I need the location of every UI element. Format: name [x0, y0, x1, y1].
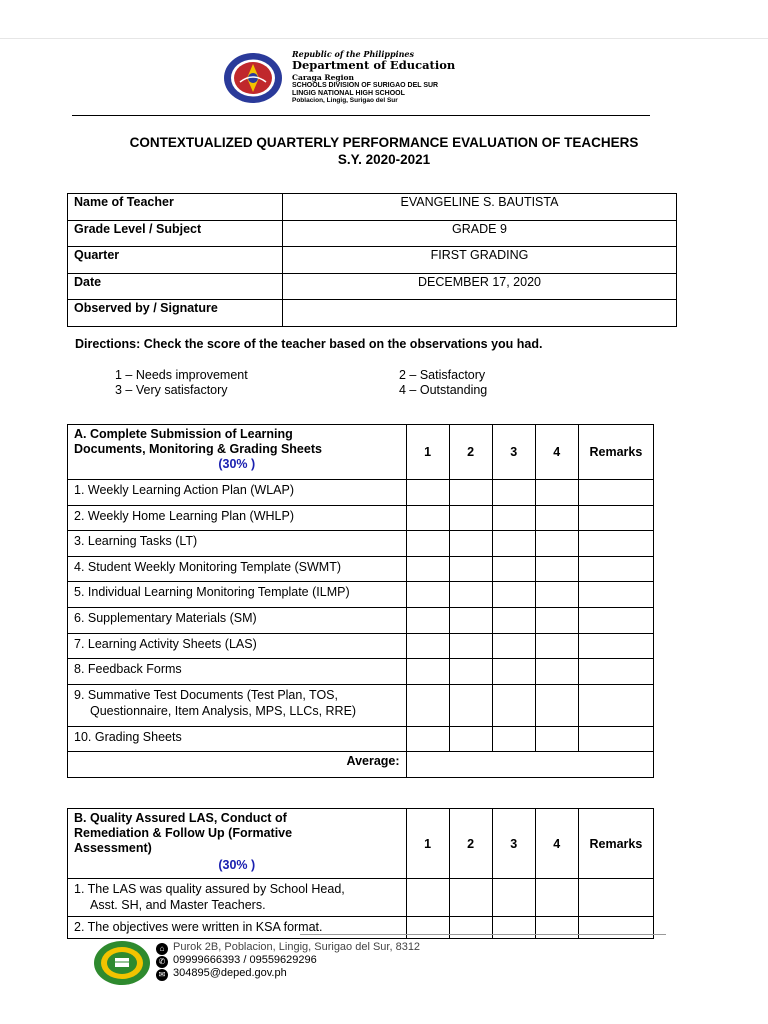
criterion-label: 1. Weekly Learning Action Plan (WLAP): [68, 480, 407, 506]
signature-field[interactable]: [283, 300, 677, 327]
average-value-cell[interactable]: [406, 752, 653, 778]
score-cell[interactable]: [492, 726, 535, 752]
remarks-cell[interactable]: [578, 505, 653, 531]
score-cell[interactable]: [406, 607, 449, 633]
score-cell[interactable]: [535, 684, 578, 726]
section-b-table: [67, 808, 654, 939]
footer-address-text: Purok 2B, Poblacion, Lingig, Surigao del Sur, 8312: [173, 941, 421, 953]
footer-phone: [156, 954, 317, 968]
department-line: Department of Education: [292, 58, 456, 72]
section-b-title-line: B. Quality Assured LAS, Conduct of: [74, 811, 287, 825]
criterion-line: 9. Summative Test Documents (Test Plan, TOS,: [74, 687, 338, 702]
score-cell[interactable]: [449, 684, 492, 726]
average-label: Average:: [68, 752, 407, 778]
criterion-label: 6. Supplementary Materials (SM): [68, 607, 407, 633]
top-divider: [0, 38, 768, 39]
rating-scale-left: [115, 368, 248, 398]
remarks-cell[interactable]: [578, 917, 653, 939]
remarks-cell[interactable]: [578, 659, 653, 685]
score-cell[interactable]: [535, 531, 578, 557]
score-header-2: 2: [449, 809, 492, 879]
table-row: [68, 726, 654, 752]
score-cell[interactable]: [492, 633, 535, 659]
score-cell[interactable]: [535, 879, 578, 917]
division-line: SCHOOLS DIVISION OF SURIGAO DEL SUR: [292, 82, 439, 89]
info-value[interactable]: DECEMBER 17, 2020: [283, 273, 677, 300]
info-label: Name of Teacher: [68, 194, 283, 221]
score-cell[interactable]: [406, 505, 449, 531]
home-icon: ⌂: [156, 943, 168, 955]
score-header-1: 1: [406, 425, 449, 480]
criterion-label: [68, 879, 407, 917]
criterion-label: 8. Feedback Forms: [68, 659, 407, 685]
score-cell[interactable]: [535, 505, 578, 531]
score-cell[interactable]: [406, 480, 449, 506]
remarks-header: Remarks: [578, 809, 653, 879]
table-row: [68, 879, 654, 917]
score-cell[interactable]: [406, 531, 449, 557]
section-b-weight: (30% ): [218, 858, 256, 872]
score-header-3: 3: [492, 425, 535, 480]
score-cell[interactable]: [492, 556, 535, 582]
info-label: Date: [68, 273, 283, 300]
document-title: CONTEXTUALIZED QUARTERLY PERFORMANCE EVALUATION OF TEACHERS: [129, 135, 639, 150]
score-cell[interactable]: [406, 879, 449, 917]
table-row: [68, 531, 654, 557]
score-cell[interactable]: [535, 556, 578, 582]
score-cell[interactable]: [535, 633, 578, 659]
score-cell[interactable]: [449, 659, 492, 685]
remarks-cell[interactable]: [578, 879, 653, 917]
table-row: [68, 684, 654, 726]
score-cell[interactable]: [492, 659, 535, 685]
criterion-line: Questionnaire, Item Analysis, MPS, LLCs, RRE): [90, 703, 357, 718]
score-cell[interactable]: [406, 659, 449, 685]
criterion-label: 2. The objectives were written in KSA format.: [68, 917, 407, 939]
criterion-label: 7. Learning Activity Sheets (LAS): [68, 633, 407, 659]
table-row: [68, 659, 654, 685]
remarks-cell[interactable]: [578, 684, 653, 726]
score-cell[interactable]: [406, 582, 449, 608]
criterion-line: 1. The LAS was quality assured by School Head,: [74, 882, 345, 896]
score-cell[interactable]: [449, 879, 492, 917]
info-label: Quarter: [68, 247, 283, 274]
info-row: [68, 273, 677, 300]
score-cell[interactable]: [449, 531, 492, 557]
info-row: [68, 220, 677, 247]
remarks-cell[interactable]: [578, 726, 653, 752]
rating-scale-right: [399, 368, 487, 398]
remarks-header: Remarks: [578, 425, 653, 480]
republic-line: Republic of the Philippines: [292, 49, 415, 59]
footer-divider: [300, 934, 666, 935]
remarks-cell[interactable]: [578, 582, 653, 608]
region-line: Caraga Region: [292, 72, 354, 82]
score-cell[interactable]: [535, 726, 578, 752]
phone-icon: ✆: [156, 956, 168, 968]
score-header-1: 1: [406, 809, 449, 879]
score-cell[interactable]: [449, 582, 492, 608]
section-b-title-line: Assessment): [74, 841, 152, 855]
footer-phone-text: 09999666393 / 09559629296: [173, 954, 317, 966]
section-a-weight: (30% ): [218, 457, 256, 471]
score-cell[interactable]: [406, 684, 449, 726]
score-cell[interactable]: [492, 917, 535, 939]
remarks-cell[interactable]: [578, 531, 653, 557]
section-a-header: [68, 425, 654, 480]
score-cell[interactable]: [492, 505, 535, 531]
score-header-2: 2: [449, 425, 492, 480]
directions-text: Directions: Check the score of the teacher based on the observations you had.: [75, 337, 543, 351]
score-cell[interactable]: [406, 556, 449, 582]
info-row: [68, 300, 677, 327]
table-row: [68, 917, 654, 939]
score-header-4: 4: [535, 809, 578, 879]
school-year: S.Y. 2020-2021: [337, 152, 431, 167]
scale-item: 3 – Very satisfactory: [115, 383, 228, 397]
footer-address: [156, 941, 420, 955]
criterion-label: 4. Student Weekly Monitoring Template (SWMT): [68, 556, 407, 582]
info-row: [68, 247, 677, 274]
deped-seal-icon: [222, 52, 284, 104]
table-row: [68, 607, 654, 633]
info-value[interactable]: GRADE 9: [283, 220, 677, 247]
table-row: [68, 480, 654, 506]
score-header-4: 4: [535, 425, 578, 480]
letterhead-text: [292, 50, 455, 105]
footer-email-text[interactable]: 304895@deped.gov.ph: [173, 967, 287, 979]
remarks-cell[interactable]: [578, 480, 653, 506]
score-header-3: 3: [492, 809, 535, 879]
remarks-cell[interactable]: [578, 633, 653, 659]
criterion-label: 3. Learning Tasks (LT): [68, 531, 407, 557]
info-label: Grade Level / Subject: [68, 220, 283, 247]
table-row: [68, 556, 654, 582]
score-cell[interactable]: [492, 879, 535, 917]
score-cell[interactable]: [449, 556, 492, 582]
section-b-title: [68, 809, 407, 879]
score-cell[interactable]: [535, 607, 578, 633]
table-row: [68, 505, 654, 531]
criterion-label: 2. Weekly Home Learning Plan (WHLP): [68, 505, 407, 531]
score-cell[interactable]: [406, 917, 449, 939]
score-cell[interactable]: [492, 531, 535, 557]
criterion-label: [68, 684, 407, 726]
criterion-label: 5. Individual Learning Monitoring Template (ILMP): [68, 582, 407, 608]
scale-item: 2 – Satisfactory: [399, 368, 486, 382]
header-rule: [72, 115, 650, 116]
info-value[interactable]: EVANGELINE S. BAUTISTA: [283, 194, 677, 221]
score-cell[interactable]: [535, 659, 578, 685]
address-line: Poblacion, Lingig, Surigao del Sur: [292, 97, 398, 104]
score-cell[interactable]: [406, 726, 449, 752]
remarks-cell[interactable]: [578, 607, 653, 633]
score-cell[interactable]: [406, 633, 449, 659]
info-label: Observed by / Signature: [68, 300, 283, 327]
school-line: LINGIG NATIONAL HIGH SCHOOL: [292, 90, 405, 97]
score-cell[interactable]: [492, 684, 535, 726]
score-cell[interactable]: [492, 480, 535, 506]
email-icon: ✉: [156, 969, 168, 981]
score-cell[interactable]: [535, 480, 578, 506]
score-cell[interactable]: [449, 505, 492, 531]
section-a-title-line: A. Complete Submission of Learning: [74, 427, 293, 441]
footer-email: [156, 967, 287, 981]
score-cell[interactable]: [449, 917, 492, 939]
score-cell[interactable]: [492, 607, 535, 633]
average-row: [68, 752, 654, 778]
score-cell[interactable]: [535, 917, 578, 939]
criterion-label: 10. Grading Sheets: [68, 726, 407, 752]
scale-item: 4 – Outstanding: [399, 383, 488, 397]
info-row: [68, 194, 677, 221]
score-cell[interactable]: [449, 607, 492, 633]
section-a-title: [68, 425, 407, 480]
teacher-info-table: [67, 193, 677, 327]
school-logo-icon: [93, 940, 151, 986]
info-value[interactable]: FIRST GRADING: [283, 247, 677, 274]
section-a-table: [67, 424, 654, 778]
score-cell[interactable]: [449, 633, 492, 659]
scale-item: 1 – Needs improvement: [115, 368, 248, 382]
table-row: [68, 582, 654, 608]
table-row: [68, 633, 654, 659]
section-b-header: [68, 809, 654, 879]
score-cell[interactable]: [449, 726, 492, 752]
score-cell[interactable]: [449, 480, 492, 506]
section-a-title-line: Documents, Monitoring & Grading Sheets: [74, 442, 322, 456]
section-b-title-line: Remediation & Follow Up (Formative: [74, 826, 293, 840]
score-cell[interactable]: [492, 582, 535, 608]
score-cell[interactable]: [535, 582, 578, 608]
criterion-line: Asst. SH, and Master Teachers.: [90, 898, 266, 912]
remarks-cell[interactable]: [578, 556, 653, 582]
